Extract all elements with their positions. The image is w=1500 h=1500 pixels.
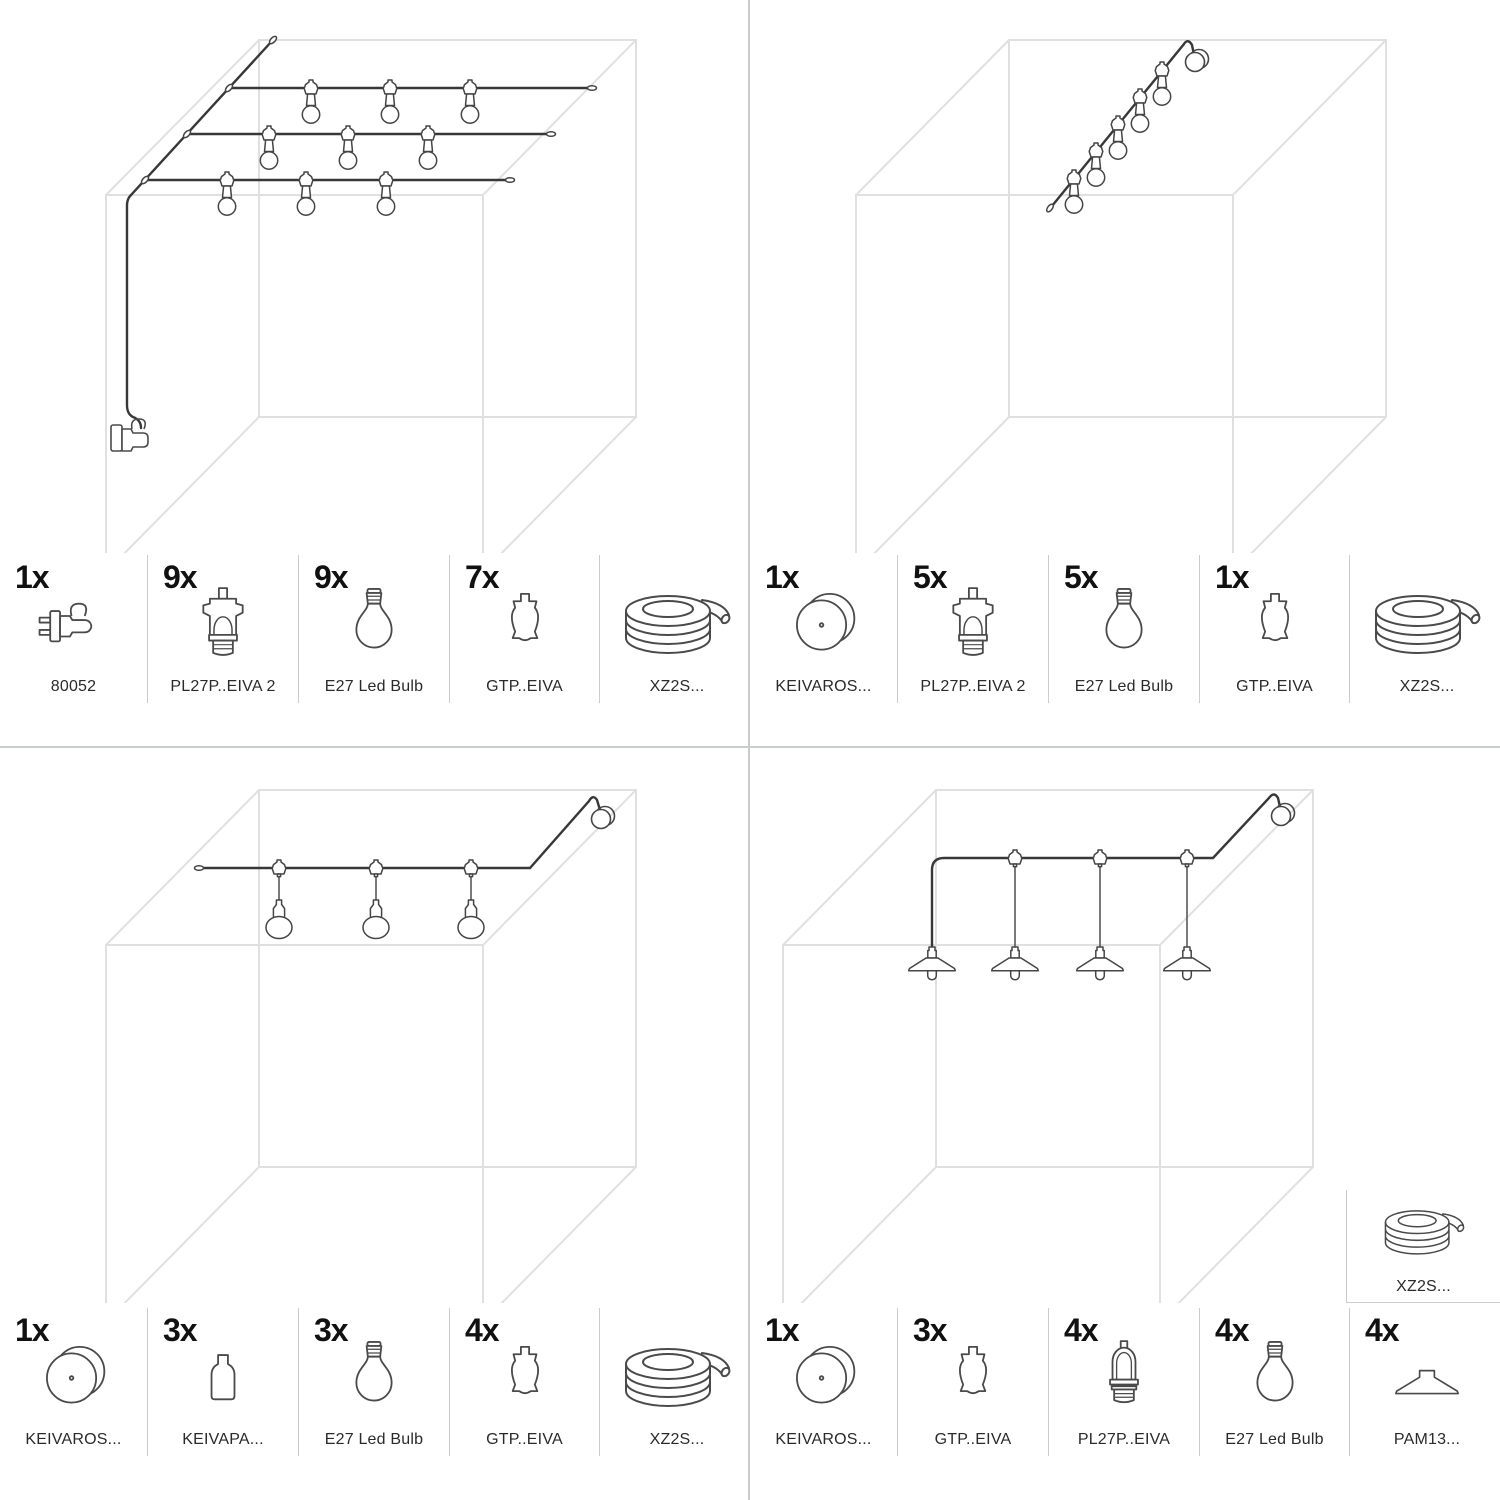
ceiling-rose-icon bbox=[796, 1347, 853, 1403]
part-cell bbox=[750, 1308, 897, 1456]
part-code: PL27P..EIVA 2 bbox=[920, 678, 1026, 695]
part-cell bbox=[1048, 1308, 1199, 1456]
part-code: GTP..EIVA bbox=[486, 1431, 563, 1448]
part-code: PL27P..EIVA 2 bbox=[170, 678, 276, 695]
part-cell bbox=[147, 1308, 298, 1456]
part-cell bbox=[298, 555, 449, 703]
part-cell bbox=[1349, 1308, 1500, 1456]
part-cell bbox=[599, 555, 754, 703]
cable-end-eyelet bbox=[1045, 203, 1054, 213]
part-code: 80052 bbox=[50, 678, 97, 695]
quadrant-top-right bbox=[750, 0, 1500, 750]
part-cell bbox=[449, 555, 599, 703]
part-code: KEIVAROS... bbox=[775, 1431, 872, 1448]
parts-list bbox=[0, 555, 754, 703]
shade-pendants bbox=[909, 947, 1211, 980]
lamp-holder-icon bbox=[1110, 1341, 1138, 1402]
room-cube-wireframe bbox=[106, 40, 636, 553]
ceiling-rose bbox=[592, 807, 615, 829]
part-code: E27 Led Bulb bbox=[324, 678, 424, 695]
part-cell bbox=[449, 1308, 599, 1456]
cable-clip-icon bbox=[960, 1347, 986, 1393]
part-code: GTP..EIVA bbox=[1236, 678, 1313, 695]
lamp-holder-2-icon bbox=[953, 588, 992, 655]
part-cell bbox=[750, 555, 897, 703]
part-cell bbox=[1048, 555, 1199, 703]
garland-bulbs bbox=[1065, 62, 1170, 213]
pendant-cable bbox=[932, 795, 1280, 948]
part-quantity: 1x bbox=[765, 559, 799, 595]
ceiling-rose bbox=[1186, 50, 1209, 72]
quadrant-bottom-right bbox=[750, 750, 1500, 1500]
part-quantity: 4x bbox=[1365, 1312, 1399, 1348]
part-code: GTP..EIVA bbox=[934, 1431, 1012, 1448]
part-code: KEIVAROS... bbox=[775, 678, 872, 695]
parts-list bbox=[0, 1308, 754, 1456]
part-code: PAM13... bbox=[1393, 1431, 1461, 1448]
string-light-cable bbox=[127, 41, 588, 428]
part-quantity: 4x bbox=[1215, 1312, 1249, 1348]
part-quantity: 5x bbox=[1064, 559, 1098, 595]
ceiling-rose-icon bbox=[796, 594, 853, 650]
parts-list bbox=[750, 555, 1500, 703]
part-code: PL27P..EIVA bbox=[1077, 1431, 1171, 1448]
ceiling-rose-icon bbox=[46, 1347, 103, 1403]
part-quantity: 3x bbox=[314, 1312, 348, 1348]
part-cell bbox=[599, 1308, 754, 1456]
stacked-part-cell bbox=[1346, 1190, 1500, 1303]
part-cell bbox=[897, 1308, 1048, 1456]
parts-list bbox=[750, 1308, 1500, 1456]
led-bulb-icon bbox=[1257, 1342, 1292, 1401]
part-cell bbox=[0, 1308, 147, 1456]
part-cell bbox=[1199, 1308, 1349, 1456]
pendant-cable bbox=[203, 797, 600, 868]
plug-icon bbox=[39, 604, 91, 642]
led-bulb-icon bbox=[356, 1342, 391, 1401]
part-cell bbox=[298, 1308, 449, 1456]
part-quantity: 4x bbox=[1064, 1312, 1098, 1348]
cable-end-eyelet bbox=[195, 866, 204, 871]
part-quantity: 9x bbox=[163, 559, 197, 595]
cable-clip-icon bbox=[1261, 594, 1287, 640]
led-bulb-icon bbox=[1106, 589, 1141, 648]
flat-shade-icon bbox=[1396, 1371, 1458, 1394]
part-code: XZ2S... bbox=[1399, 678, 1455, 695]
cable-coil-icon bbox=[1376, 596, 1481, 653]
drop-cables bbox=[279, 876, 471, 901]
part-cell bbox=[0, 555, 147, 703]
part-quantity: 5x bbox=[913, 559, 947, 595]
lamp-holder-2-icon bbox=[203, 588, 242, 655]
part-quantity: 7x bbox=[465, 559, 499, 595]
part-code: E27 Led Bulb bbox=[1225, 1431, 1324, 1448]
part-cell bbox=[897, 555, 1048, 703]
part-quantity: 1x bbox=[1215, 559, 1249, 595]
part-code: KEIVAPA... bbox=[182, 1431, 264, 1448]
part-code: XZ2S... bbox=[649, 1431, 705, 1448]
ceiling-rose bbox=[1272, 804, 1295, 826]
diagram-wall-plug-string-lights bbox=[0, 0, 750, 553]
cable-coil-icon bbox=[1385, 1211, 1464, 1254]
snap-holder-icon bbox=[212, 1355, 235, 1399]
quadrant-top-left bbox=[0, 0, 750, 750]
diagram-diagonal-garland bbox=[750, 0, 1500, 553]
part-cell bbox=[1349, 555, 1500, 703]
part-quantity: 3x bbox=[163, 1312, 197, 1348]
led-bulb-icon bbox=[356, 589, 391, 648]
part-code: XZ2S... bbox=[649, 678, 705, 695]
part-quantity: 3x bbox=[913, 1312, 947, 1348]
wall-plug bbox=[111, 419, 148, 451]
part-quantity: 4x bbox=[465, 1312, 499, 1348]
part-code: E27 Led Bulb bbox=[1074, 678, 1174, 695]
part-cell bbox=[147, 555, 298, 703]
room-cube-wireframe bbox=[783, 790, 1313, 1303]
drop-cables bbox=[1015, 866, 1187, 948]
globe-pendants bbox=[266, 900, 484, 939]
part-cell bbox=[1199, 555, 1349, 703]
cable-coil-icon bbox=[626, 1349, 731, 1406]
part-code: KEIVAROS... bbox=[25, 1431, 122, 1448]
room-cube-wireframe bbox=[856, 40, 1386, 553]
part-code: GTP..EIVA bbox=[486, 678, 563, 695]
part-code: XZ2S... bbox=[1396, 1278, 1451, 1295]
diagram-globe-pendants bbox=[0, 750, 750, 1303]
part-quantity: 1x bbox=[15, 1312, 49, 1348]
cable-coil-icon bbox=[626, 596, 731, 653]
part-quantity: 9x bbox=[314, 559, 348, 595]
quadrant-bottom-left bbox=[0, 750, 750, 1500]
part-quantity: 1x bbox=[15, 559, 49, 595]
cable-clip-icon bbox=[511, 1347, 537, 1393]
part-quantity: 1x bbox=[765, 1312, 799, 1348]
cable-clip-icon bbox=[511, 594, 537, 640]
part-code: E27 Led Bulb bbox=[324, 1431, 424, 1448]
